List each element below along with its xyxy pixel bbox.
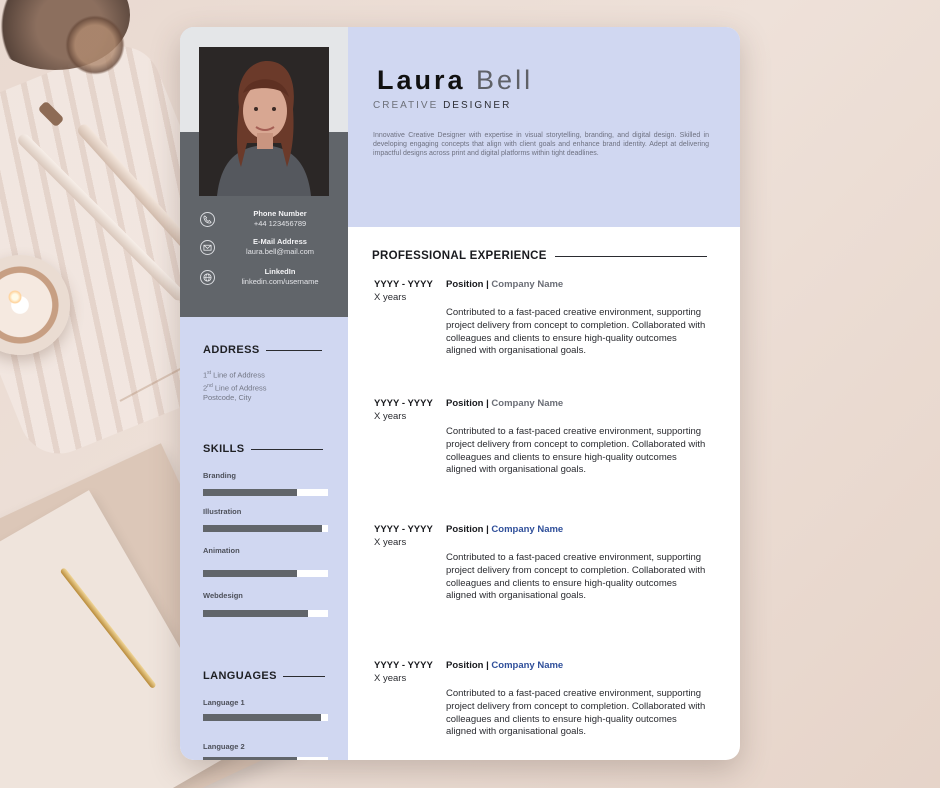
skills-heading	[203, 443, 323, 455]
job-description: Contributed to a fast-paced creative environment, supporting project delivery from concept to completion. Collaborated with colleagues and clients to ensure high-quality outcomes aligned with organisational goals.	[446, 426, 706, 476]
job-duration: X years	[374, 673, 407, 684]
experience-heading	[372, 250, 707, 262]
language-label: Language 2	[203, 742, 245, 751]
company-name: Company Name	[491, 524, 564, 535]
job-title	[373, 100, 511, 111]
languages-heading	[203, 670, 325, 682]
address-block	[203, 368, 267, 403]
job-duration: X years	[374, 537, 407, 548]
skill-label: Illustration	[203, 507, 242, 516]
job-position	[446, 660, 563, 671]
address-heading	[203, 344, 322, 356]
address-line-2-text: Line of Address	[212, 383, 267, 392]
job-years: YYYY - YYYY	[374, 524, 433, 535]
job-position	[446, 524, 563, 535]
job-years: YYYY - YYYY	[374, 279, 433, 290]
address-heading-text: ADDRESS	[203, 344, 260, 356]
job-description: Contributed to a fast-paced creative environment, supporting project delivery from concept to completion. Collaborated with colleagues and clients to ensure high-quality outcomes aligned with organisational goals.	[446, 552, 706, 602]
first-name: Laura	[377, 65, 466, 95]
job-duration: X years	[374, 411, 407, 422]
contact-value: linkedin.com/username	[241, 277, 319, 286]
skills-heading-text: SKILLS	[203, 443, 245, 455]
job-title-light: CREATIVE	[373, 100, 439, 111]
resume-sidebar	[180, 27, 348, 760]
skill-bar	[203, 610, 328, 617]
skill-label: Webdesign	[203, 591, 243, 600]
skill-bar	[203, 489, 328, 496]
job-position-text: Position |	[446, 524, 489, 535]
address-line-2-suffix: nd	[207, 382, 213, 389]
address-line-1	[203, 368, 267, 381]
company-name: Company Name	[491, 660, 564, 671]
address-line-1-suffix: st	[207, 370, 212, 376]
company-name: Company Name	[491, 279, 564, 290]
language-bar	[203, 757, 328, 760]
company-name: Company Name	[491, 398, 564, 409]
heading-rule	[283, 676, 325, 677]
heading-rule	[266, 350, 322, 351]
decor-shell-small	[60, 10, 130, 80]
job-years: YYYY - YYYY	[374, 660, 433, 671]
resume-card	[180, 27, 740, 760]
contact-value: laura.bell@mail.com	[245, 247, 315, 256]
profile-photo	[199, 47, 329, 196]
job-description: Contributed to a fast-paced creative environment, supporting project delivery from concept to completion. Collaborated with colleagues and clients to ensure high-quality outcomes aligned with organisational goals.	[446, 307, 706, 357]
contact-value: +44 123456789	[253, 219, 307, 228]
profile-summary: Innovative Creative Designer with expertise in visual storytelling, branding, and digital design. Skilled in developing engaging concepts that align with client goals and enhance brand identity. Adept at delivering impactful designs across print and digital platforms within tight deadlines.	[373, 132, 709, 158]
phone-icon	[200, 212, 215, 227]
language-bar	[203, 714, 328, 721]
skill-label: Branding	[203, 471, 236, 480]
contact-label: E-Mail Address	[253, 237, 307, 246]
job-position	[446, 398, 563, 409]
skill-bar-fill	[203, 610, 308, 617]
job-position-text: Position |	[446, 660, 489, 671]
globe-icon	[200, 270, 215, 285]
contact-label: Phone Number	[253, 209, 307, 218]
skill-label: Animation	[203, 546, 240, 555]
language-bar-fill	[203, 714, 321, 721]
skill-bar-fill	[203, 525, 322, 532]
address-line-1-number: 1	[203, 370, 208, 380]
mail-icon	[200, 240, 215, 255]
resume-header	[348, 27, 740, 227]
heading-rule	[555, 256, 707, 257]
address-line-3: Postcode, City	[203, 393, 252, 402]
address-line-2	[203, 381, 267, 394]
job-description: Contributed to a fast-paced creative environment, supporting project delivery from concept to completion. Collaborated with colleagues and clients to ensure high-quality outcomes aligned with organisational goals.	[446, 688, 706, 738]
contact-email	[180, 237, 348, 263]
address-line-1-text: Line of Address	[211, 370, 265, 380]
language-bar-fill	[203, 757, 297, 760]
last-name: Bell	[476, 65, 534, 95]
candle-flame	[8, 290, 22, 304]
job-years: YYYY - YYYY	[374, 398, 433, 409]
skill-bar	[203, 570, 328, 577]
language-label: Language 1	[203, 698, 245, 707]
heading-rule	[251, 449, 323, 450]
contact-label: LinkedIn	[264, 267, 296, 276]
job-position-text: Position |	[446, 279, 489, 290]
contact-linkedin	[180, 267, 348, 293]
languages-heading-text: LANGUAGES	[203, 670, 277, 682]
experience-heading-text: PROFESSIONAL EXPERIENCE	[372, 250, 547, 262]
skill-bar-fill	[203, 570, 297, 577]
contact-phone	[180, 209, 348, 235]
job-duration: X years	[374, 292, 407, 303]
address-line-2-number: 2	[203, 383, 208, 392]
candidate-name	[377, 65, 533, 96]
skill-bar-fill	[203, 489, 297, 496]
job-title-dark: DESIGNER	[443, 100, 512, 111]
skill-bar	[203, 525, 328, 532]
job-position	[446, 279, 563, 290]
job-position-text: Position |	[446, 398, 489, 409]
